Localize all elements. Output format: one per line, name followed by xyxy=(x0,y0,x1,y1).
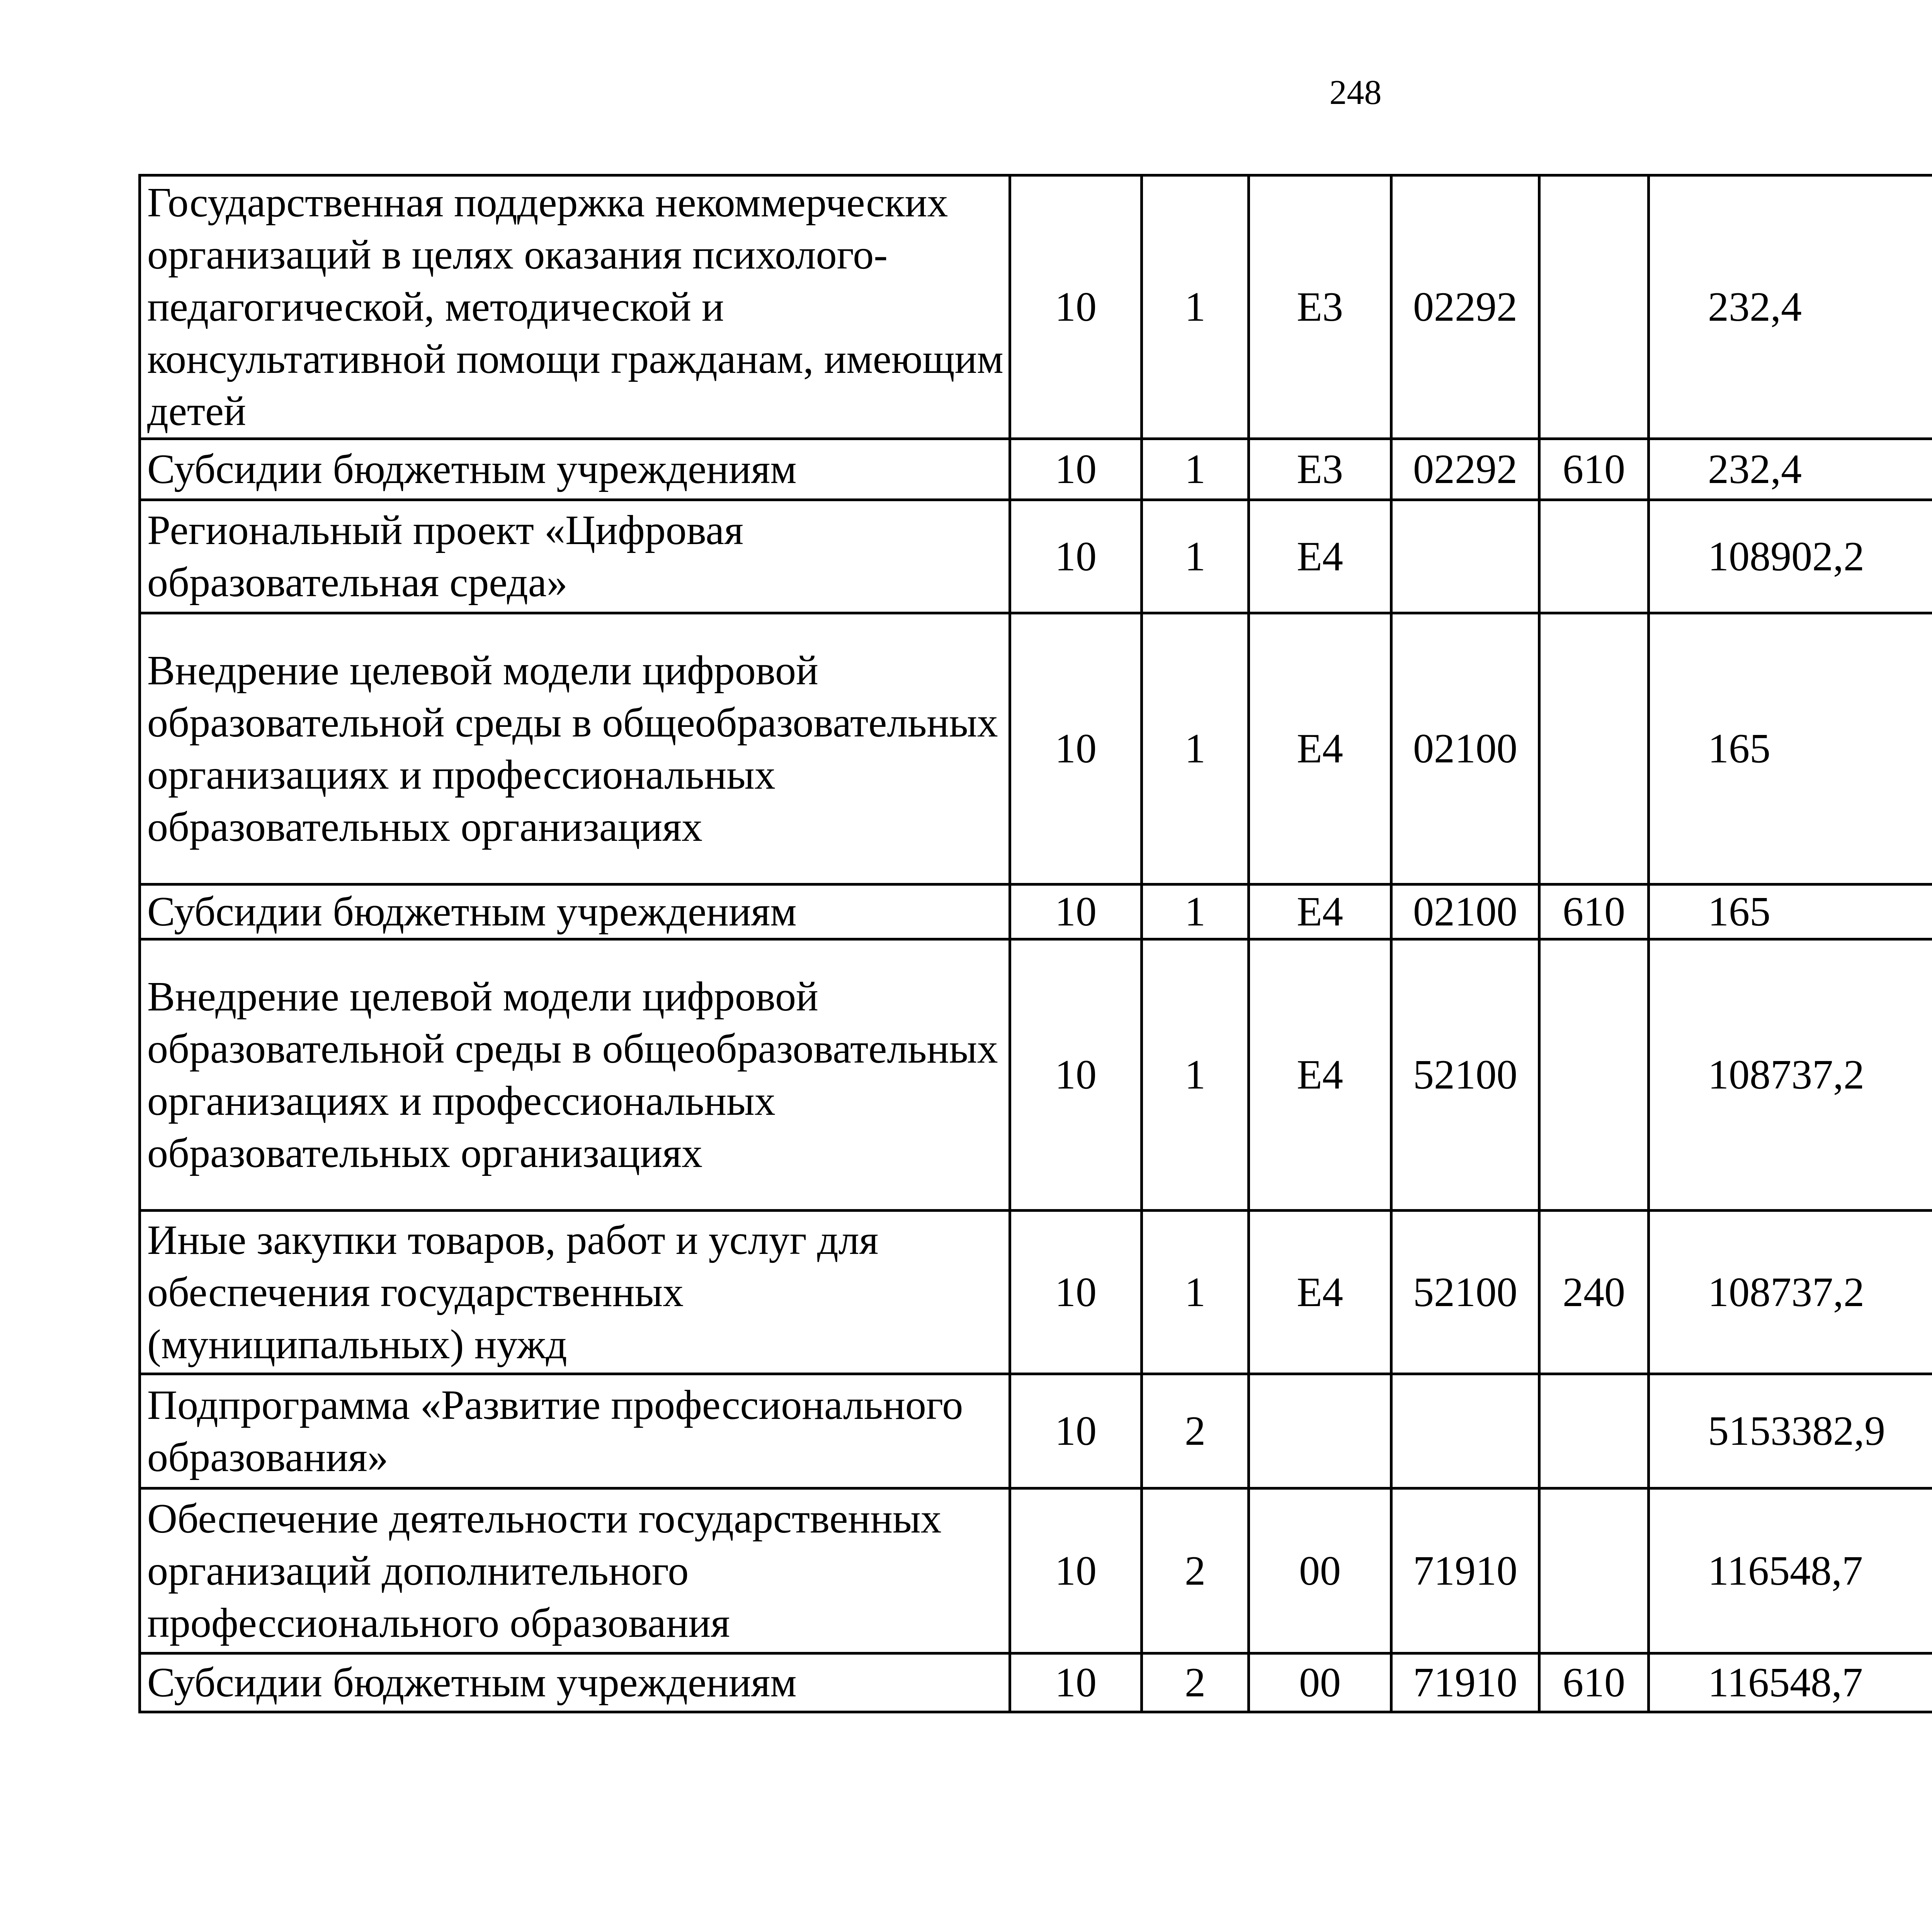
code-cell: 52100 xyxy=(1391,1211,1539,1374)
code-cell: 02100 xyxy=(1391,613,1539,885)
code-cell: 1 xyxy=(1142,939,1249,1211)
table-row xyxy=(140,175,1932,439)
code-cell: Е4 xyxy=(1249,613,1391,885)
table-row xyxy=(140,439,1932,500)
code-cell: 10 xyxy=(1010,885,1142,939)
code-cell: 10 xyxy=(1010,939,1142,1211)
code-cell: 00 xyxy=(1249,1653,1391,1712)
code-cell: 02100 xyxy=(1391,885,1539,939)
table-row xyxy=(140,939,1932,1211)
code-cell: Е4 xyxy=(1249,1211,1391,1374)
table-row xyxy=(140,885,1932,939)
expense-type-cell: 610 xyxy=(1539,885,1649,939)
code-cell: 10 xyxy=(1010,175,1142,439)
code-cell: 2 xyxy=(1142,1488,1249,1653)
amount-cell: 116548,7 xyxy=(1649,1488,1932,1653)
code-cell: Е4 xyxy=(1249,885,1391,939)
item-name: Иные закупки товаров, работ и услуг для обеспечения государственных (муниципальных) нужд xyxy=(140,1211,1010,1374)
code-cell: 10 xyxy=(1010,613,1142,885)
code-cell: 2 xyxy=(1142,1374,1249,1488)
code-cell: 71910 xyxy=(1391,1488,1539,1653)
item-name: Субсидии бюджетным учреждениям xyxy=(140,885,1010,939)
table-row xyxy=(140,1488,1932,1653)
amount-cell: 116548,7 xyxy=(1649,1653,1932,1712)
item-name: Субсидии бюджетным учреждениям xyxy=(140,439,1010,500)
table-row xyxy=(140,500,1932,613)
table-row xyxy=(140,613,1932,885)
amount-cell: 5153382,9 xyxy=(1649,1374,1932,1488)
code-cell: 52100 xyxy=(1391,939,1539,1211)
item-name: Государственная поддержка некоммерческих организаций в целях оказания психолого-педагогической, методической и консультативной помощи гражданам, имеющим детей xyxy=(140,175,1010,439)
expense-type-cell xyxy=(1539,1488,1649,1653)
code-cell: 71910 xyxy=(1391,1653,1539,1712)
amount-cell: 232,4 xyxy=(1649,175,1932,439)
code-cell: 02292 xyxy=(1391,439,1539,500)
budget-table xyxy=(138,174,1932,1713)
table-row xyxy=(140,1653,1932,1712)
page-number: 248 xyxy=(1329,73,1382,112)
item-name: Субсидии бюджетным учреждениям xyxy=(140,1653,1010,1712)
code-cell: 1 xyxy=(1142,500,1249,613)
code-cell: 1 xyxy=(1142,175,1249,439)
amount-cell: 108737,2 xyxy=(1649,1211,1932,1374)
code-cell: 1 xyxy=(1142,439,1249,500)
expense-type-cell xyxy=(1539,175,1649,439)
amount-cell: 232,4 xyxy=(1649,439,1932,500)
code-cell: Е4 xyxy=(1249,939,1391,1211)
amount-cell: 165 xyxy=(1649,613,1932,885)
amount-cell: 108737,2 xyxy=(1649,939,1932,1211)
code-cell: 10 xyxy=(1010,439,1142,500)
code-cell: Е3 xyxy=(1249,439,1391,500)
code-cell: 1 xyxy=(1142,1211,1249,1374)
code-cell: 02292 xyxy=(1391,175,1539,439)
expense-type-cell: 610 xyxy=(1539,1653,1649,1712)
code-cell: 10 xyxy=(1010,500,1142,613)
amount-cell: 108902,2 xyxy=(1649,500,1932,613)
item-name: Региональный проект «Цифровая образовательная среда» xyxy=(140,500,1010,613)
expense-type-cell xyxy=(1539,613,1649,885)
amount-cell: 165 xyxy=(1649,885,1932,939)
expense-type-cell: 610 xyxy=(1539,439,1649,500)
item-name: Подпрограмма «Развитие профессионального образования» xyxy=(140,1374,1010,1488)
item-name: Внедрение целевой модели цифровой образовательной среды в общеобразовательных организациях и профессиональных образовательных организациях xyxy=(140,613,1010,885)
code-cell: 1 xyxy=(1142,613,1249,885)
table-body xyxy=(140,175,1932,1712)
item-name: Внедрение целевой модели цифровой образовательной среды в общеобразовательных организациях и профессиональных образовательных организациях xyxy=(140,939,1010,1211)
code-cell: 10 xyxy=(1010,1653,1142,1712)
table-row xyxy=(140,1211,1932,1374)
code-cell: 10 xyxy=(1010,1374,1142,1488)
code-cell: Е4 xyxy=(1249,500,1391,613)
expense-type-cell: 240 xyxy=(1539,1211,1649,1374)
expense-type-cell xyxy=(1539,500,1649,613)
code-cell: 1 xyxy=(1142,885,1249,939)
code-cell xyxy=(1391,1374,1539,1488)
code-cell xyxy=(1249,1374,1391,1488)
code-cell: Е3 xyxy=(1249,175,1391,439)
code-cell: 2 xyxy=(1142,1653,1249,1712)
expense-type-cell xyxy=(1539,1374,1649,1488)
code-cell: 00 xyxy=(1249,1488,1391,1653)
item-name: Обеспечение деятельности государственных организаций дополнительного профессионального образования xyxy=(140,1488,1010,1653)
expense-type-cell xyxy=(1539,939,1649,1211)
table-row xyxy=(140,1374,1932,1488)
code-cell: 10 xyxy=(1010,1211,1142,1374)
code-cell: 10 xyxy=(1010,1488,1142,1653)
code-cell xyxy=(1391,500,1539,613)
